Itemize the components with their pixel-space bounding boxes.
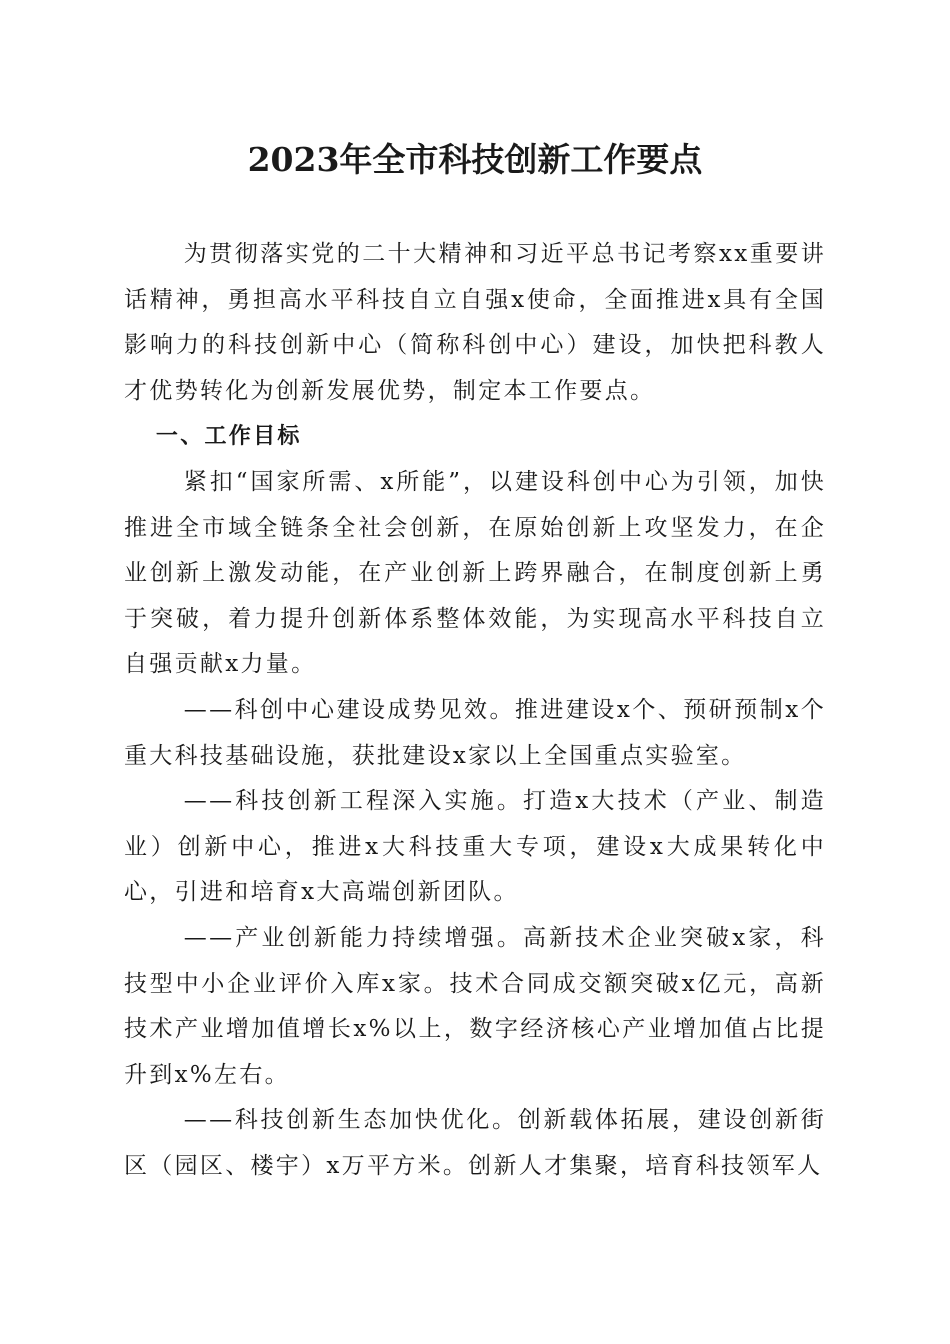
goal-item-ecosystem: ——科技创新生态加快优化。创新载体拓展，建设创新街区（园区、楼宇）x万平方米。创新人才集聚，培育科技领军人 [124, 1107, 826, 1179]
document-title: 2023年全市科技创新工作要点 [247, 140, 703, 179]
goal-item-industry: ——产业创新能力持续增强。高新技术企业突破x家，科技型中小企业评价入库x家。技术合同成交额突破x亿元，高新技术产业增加值增长x%以上，数字经济核心产业增加值占比提升到x%左右。 [124, 924, 826, 1088]
section-heading-goals: 一、工作目标 [155, 424, 302, 450]
goal-item-sci-center: ——科创中心建设成势见效。推进建设x个、预研预制x个重大科技基础设施，获批建设x家以上全国重点实验室。 [124, 696, 826, 769]
document-body [124, 232, 826, 1189]
goals-paragraph: 紧扣“国家所需、x所能”，以建设科创中心为引领，加快推进全市域全链条全社会创新，在原始创新上攻坚发力，在企业创新上激发动能，在产业创新上跨界融合，在制度创新上勇于突破，着力提升创新体系整体效能，为实现高水平科技自立自强贡献x力量。 [124, 468, 826, 678]
intro-paragraph: 为贯彻落实党的二十大精神和习近平总书记考察xx重要讲话精神，勇担高水平科技自立自强x使命，全面推进x具有全国影响力的科技创新中心（简称科创中心）建设，加快把科教人才优势转化为创新发展优势，制定本工作要点。 [124, 241, 826, 404]
goal-item-engineering: ——科技创新工程深入实施。打造x大技术（产业、制造业）创新中心，推进x大科技重大专项，建设x大成果转化中心，引进和培育x大高端创新团队。 [124, 788, 826, 906]
